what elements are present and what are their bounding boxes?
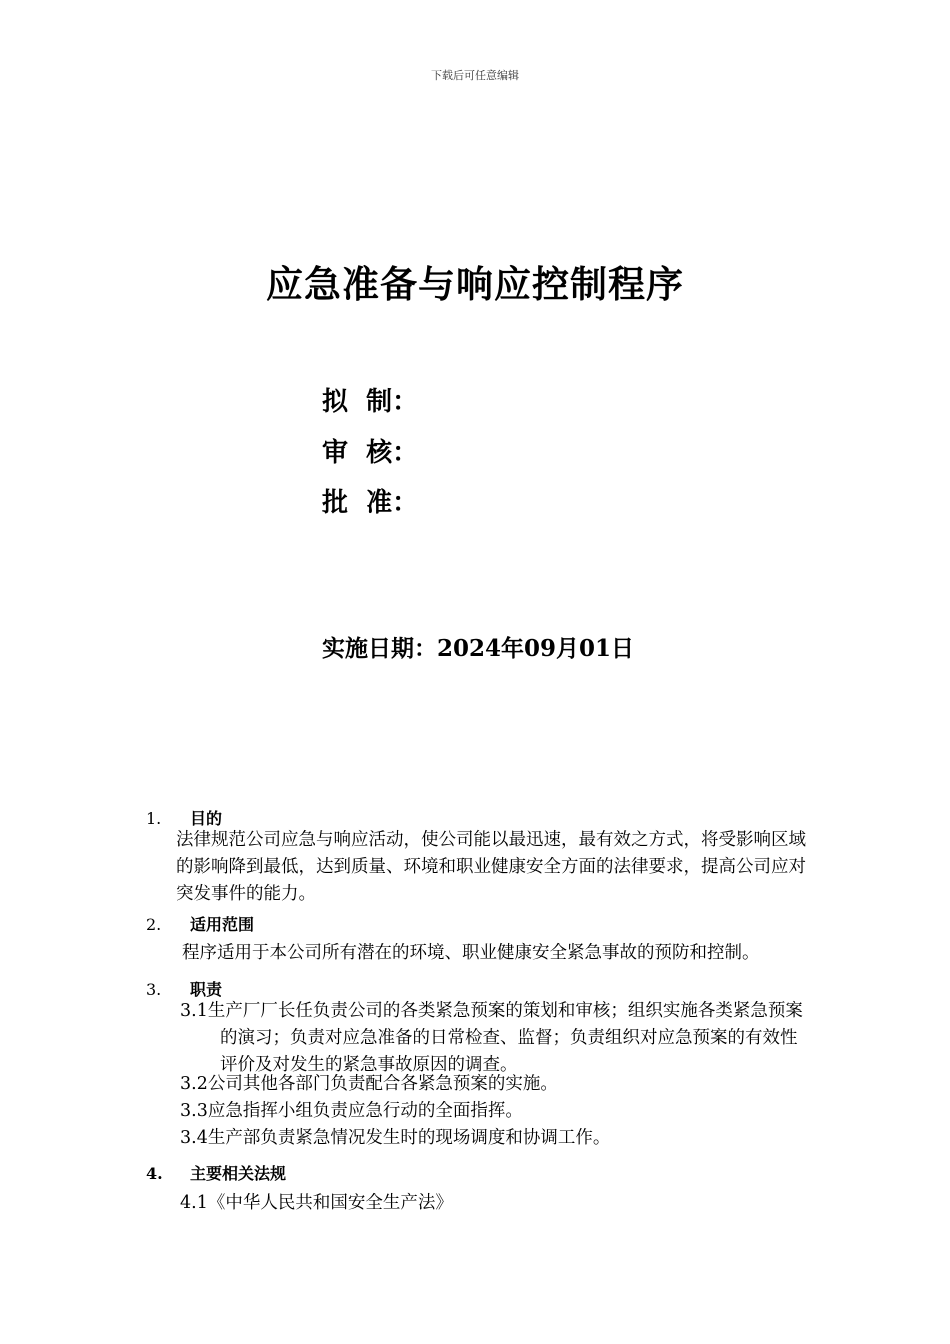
section-1-body: 法律规范公司应急与响应活动，使公司能以最迅速，最有效之方式，将受影响区域的影响降到最低，达到质量、环境和职业健康安全方面的法律要求，提高公司应对突发事件的能力。 xyxy=(176,830,806,904)
implementation-date: 实施日期：2024年09月01日 xyxy=(322,635,635,662)
signature-reviewed: 审 核： xyxy=(322,438,419,468)
header-note: 下载后可任意编辑 xyxy=(431,69,519,82)
section-number: 4. xyxy=(146,1164,163,1183)
section-4-heading xyxy=(146,1161,286,1184)
list-item: 3.4生产部负责紧急情况发生时的现场调度和协调工作。 xyxy=(180,1128,611,1148)
list-item: 3.1生产厂厂长任负责公司的各类紧急预案的策划和审核；组织实施各类紧急预案的演习；负责对应急准备的日常检查、监督；负责组织对应急预案的有效性评价及对发生的紧急事故原因的调查。 xyxy=(180,1001,803,1075)
section-number: 3. xyxy=(146,980,162,999)
section-2-heading xyxy=(146,912,254,935)
section-title: 目的 xyxy=(190,809,223,828)
signature-approved: 批 准： xyxy=(322,488,419,518)
section-title: 职责 xyxy=(190,980,223,999)
section-number: 2. xyxy=(146,915,162,934)
section-number: 1. xyxy=(146,809,162,828)
section-2-body: 程序适用于本公司所有潜在的环境、职业健康安全紧急事故的预防和控制。 xyxy=(182,943,760,963)
section-3-heading xyxy=(146,977,222,1000)
section-1-heading xyxy=(146,806,222,829)
list-item: 3.2公司其他各部门负责配合各紧急预案的实施。 xyxy=(180,1074,558,1094)
document-title: 应急准备与响应控制程序 xyxy=(266,263,684,306)
section-title: 适用范围 xyxy=(190,915,255,934)
list-item: 4.1《中华人民共和国安全生产法》 xyxy=(180,1193,453,1213)
section-title: 主要相关法规 xyxy=(190,1164,287,1183)
list-item: 3.3应急指挥小组负责应急行动的全面指挥。 xyxy=(180,1101,523,1121)
signature-drafted: 拟 制： xyxy=(322,387,419,417)
